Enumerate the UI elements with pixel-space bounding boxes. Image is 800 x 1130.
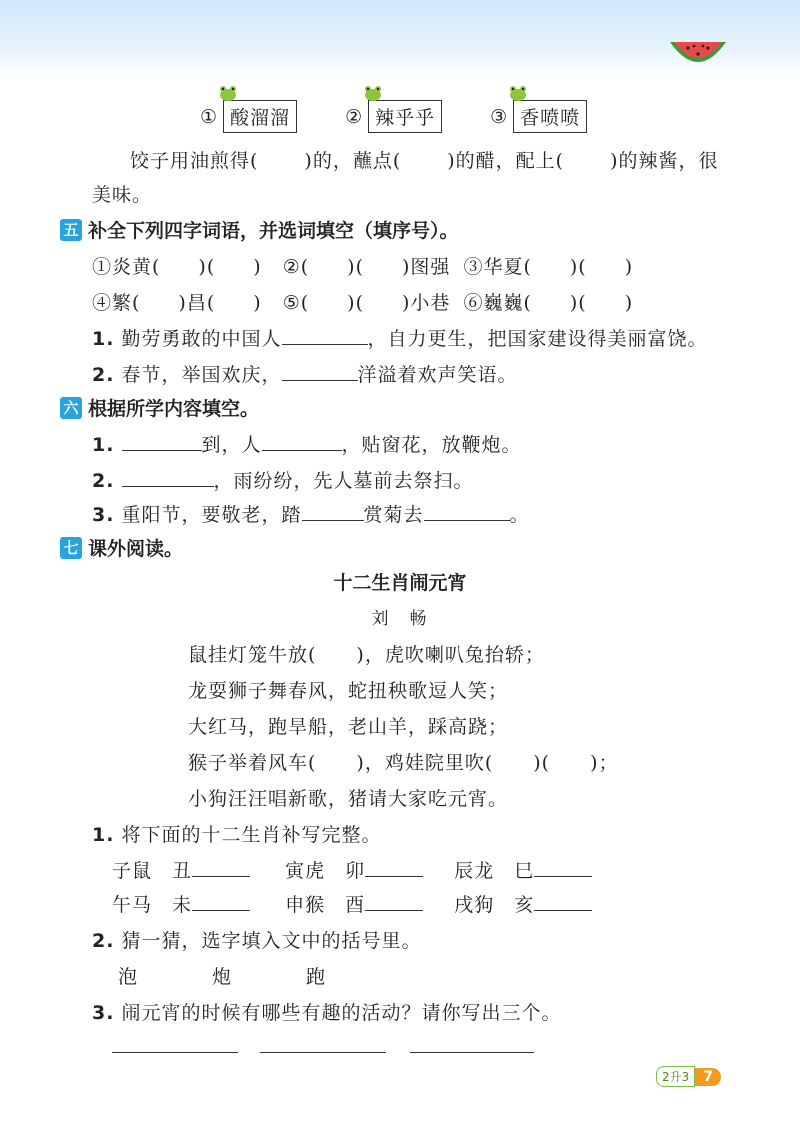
text: ) [253, 292, 262, 314]
answer-blank[interactable] [192, 892, 250, 911]
question-number: 3. [92, 504, 115, 526]
frog-icon [218, 85, 238, 101]
char-option: 炮 [212, 966, 233, 988]
text: ) [624, 256, 634, 278]
text: 饺子用油煎得( [130, 150, 259, 172]
option-number: ③ [490, 105, 508, 128]
text: )( [347, 292, 364, 314]
text: )( [347, 256, 364, 278]
text: ，雨纷纷，先人墓前去祭扫。 [213, 470, 474, 492]
sec6-question-2 [92, 466, 474, 493]
poem-author: 刘 畅 [371, 609, 429, 629]
text: )( [569, 292, 587, 314]
text: 亥 [514, 894, 535, 916]
text: ，自力更生，把国家建设得美丽富饶。 [367, 328, 708, 350]
text: ⑥巍巍( [463, 292, 532, 314]
answer-line-2[interactable] [260, 1052, 386, 1053]
text: )昌( [178, 292, 216, 314]
page-number-badge [656, 1066, 721, 1087]
zodiac-row-1 [112, 856, 592, 883]
answer-blank[interactable] [122, 468, 214, 487]
text: 未 [172, 894, 193, 916]
option-box [223, 100, 297, 133]
option-1 [200, 100, 297, 133]
text: ) [253, 256, 262, 278]
section-number-icon: 七 [60, 537, 82, 559]
text: )小巷 [402, 292, 451, 314]
answer-blank[interactable] [192, 858, 250, 877]
text: )( [569, 256, 587, 278]
char-options [118, 962, 326, 989]
poem-line-5: 小狗汪汪唱新歌，猪请大家吃元宵。 [188, 788, 509, 810]
paragraph-line-2: 美味。 [92, 184, 153, 206]
text: )的，蘸点( [304, 150, 402, 172]
text: 寅虎 [285, 860, 326, 882]
text: 子鼠 [112, 860, 153, 882]
word-options [200, 100, 587, 133]
option-number: ① [200, 105, 218, 128]
text: 到，人 [201, 434, 262, 456]
text: 巳 [514, 860, 535, 882]
sec6-question-1 [92, 430, 522, 457]
text: 春节，举国欢庆， [121, 364, 282, 386]
section-6-heading [60, 394, 259, 421]
text: )； [590, 752, 619, 774]
option-word: 酸溜溜 [230, 107, 291, 129]
section-number-icon: 五 [60, 219, 82, 241]
text: 酉 [345, 894, 366, 916]
option-2 [345, 100, 442, 133]
text: )( [198, 256, 216, 278]
sec5-question-1 [92, 324, 708, 351]
text: )，虎吹喇叭兔抬轿； [356, 644, 545, 666]
option-box [513, 100, 587, 133]
option-word: 辣乎乎 [375, 107, 436, 129]
text: )，鸡娃院里吹( [356, 752, 494, 774]
text: 卯 [345, 860, 366, 882]
text: ④繁( [92, 292, 141, 314]
zodiac-row-2 [112, 890, 592, 917]
sec6-question-3 [92, 500, 530, 527]
answer-blank[interactable] [262, 432, 342, 451]
poem-line-4 [188, 748, 619, 775]
option-number: ② [345, 105, 363, 128]
watermelon-slice-icon [668, 38, 728, 72]
char-option: 泡 [118, 966, 139, 988]
option-box [368, 100, 442, 133]
paragraph-line-1 [130, 146, 719, 173]
text: 戌狗 [454, 894, 495, 916]
answer-blank[interactable] [424, 502, 510, 521]
idiom-row-2 [92, 288, 633, 315]
text: ①炎黄( [92, 256, 161, 278]
grade-label: 2升3 [656, 1066, 695, 1087]
answer-blank[interactable] [365, 858, 423, 877]
section-title: 根据所学内容填空。 [88, 398, 260, 420]
sec7-question-1 [92, 820, 382, 847]
answer-line-1[interactable] [112, 1052, 238, 1053]
char-option: 跑 [306, 966, 327, 988]
text: 勤劳勇敢的中国人 [121, 328, 282, 350]
answer-blank[interactable] [282, 362, 358, 381]
answer-line-3[interactable] [410, 1052, 534, 1053]
text: 重阳节，要敬老，踏 [121, 504, 302, 526]
question-number: 2. [92, 364, 115, 386]
text: 猜一猜，选字填入文中的括号里。 [121, 930, 422, 952]
text: )( [533, 752, 551, 774]
text: 申猴 [285, 894, 326, 916]
section-title: 补全下列四字词语，并选词填空（填序号）。 [88, 220, 459, 242]
text: 午马 [112, 894, 153, 916]
answer-blank[interactable] [122, 432, 202, 451]
text: )的辣酱，很 [610, 150, 719, 172]
text: 将下面的十二生肖补写完整。 [121, 824, 382, 846]
text: )图强 [402, 256, 451, 278]
text: 赏菊去 [363, 504, 424, 526]
frog-icon [508, 85, 528, 101]
frog-icon [363, 85, 383, 101]
sec7-question-2 [92, 926, 422, 953]
question-number: 2. [92, 930, 115, 952]
page-number: 7 [695, 1068, 721, 1086]
text: 猴子举着风车( [188, 752, 317, 774]
poem-line-1 [188, 640, 545, 667]
answer-blank[interactable] [534, 858, 592, 877]
poem-line-3: 大红马，跑旱船，老山羊，踩高跷； [188, 716, 509, 738]
answer-blank[interactable] [302, 502, 364, 521]
answer-blank[interactable] [282, 326, 368, 345]
section-7-heading [60, 534, 183, 561]
answer-blank[interactable] [534, 892, 592, 911]
section-5-heading [60, 216, 459, 243]
text: 。 [509, 504, 530, 526]
text: 辰龙 [454, 860, 495, 882]
poem-title: 十二生肖闹元宵 [333, 572, 467, 594]
question-number: 1. [92, 824, 115, 846]
text: ，贴窗花，放鞭炮。 [341, 434, 522, 456]
idiom-row-1 [92, 252, 633, 279]
text: ⑤( [282, 292, 310, 314]
poem-line-2: 龙耍狮子舞春风，蛇扭秧歌逗人笑； [188, 680, 509, 702]
question-number: 1. [92, 434, 115, 456]
text: 鼠挂灯笼牛放( [188, 644, 317, 666]
question-number: 2. [92, 470, 115, 492]
sec7-question-3 [92, 998, 562, 1025]
answer-blank[interactable] [365, 892, 423, 911]
section-title: 课外阅读。 [88, 538, 184, 560]
text: ③华夏( [463, 256, 532, 278]
text: ②( [282, 256, 310, 278]
question-number: 1. [92, 328, 115, 350]
text: )的醋，配上( [447, 150, 565, 172]
text: 丑 [172, 860, 193, 882]
section-number-icon: 六 [60, 397, 82, 419]
sec5-question-2 [92, 360, 518, 387]
text: ) [624, 292, 634, 314]
question-number: 3. [92, 1002, 115, 1024]
option-word: 香喷喷 [520, 107, 581, 129]
option-3 [490, 100, 587, 133]
text: 闹元宵的时候有哪些有趣的活动？请你写出三个。 [121, 1002, 562, 1024]
text: 洋溢着欢声笑语。 [357, 364, 518, 386]
